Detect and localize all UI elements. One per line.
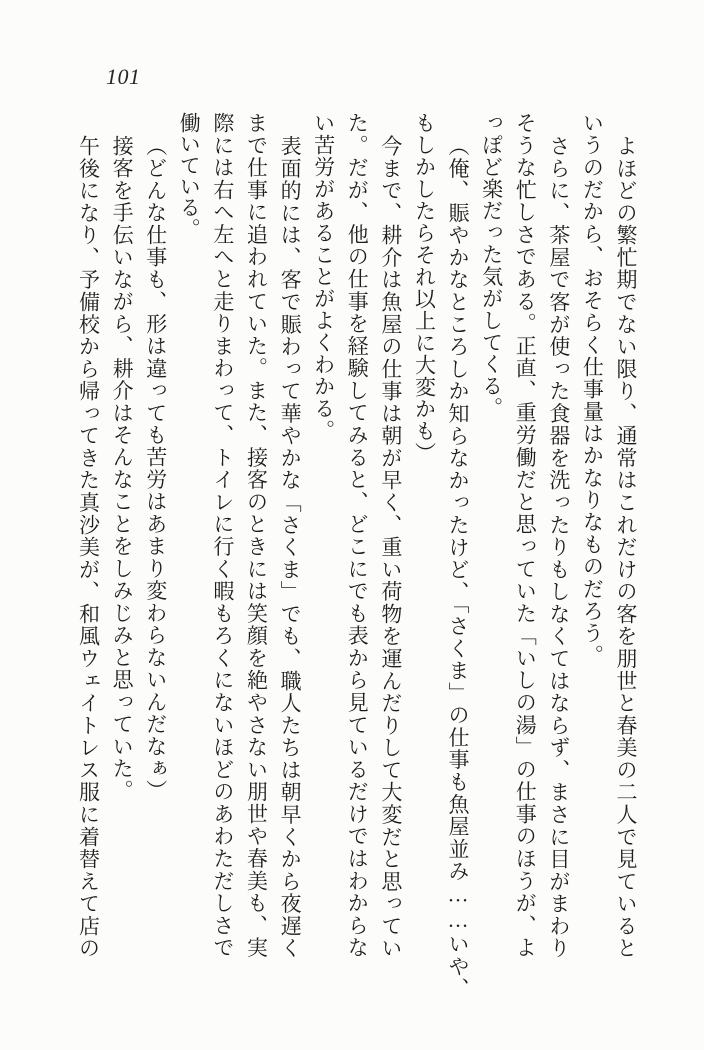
text-column: （俺、賑やかなところしか知らなかったけど、「さくま」の仕事も魚屋並み……いや、 — [446, 134, 471, 1000]
text-column: 接客を手伝いながら、耕介はそんなことをしみじみと思っていた。 — [110, 134, 135, 802]
text-column: まで仕事に追われていた。また、接客のときには笑顔を絶やさない朋世や春美も、実 — [244, 112, 269, 959]
text-column: 午後になり、予備校から帰ってきた真沙美が、和風ウェイトレス服に着替えて店の — [76, 134, 101, 959]
vertical-text-block — [68, 112, 642, 1000]
text-column: 表面的には、客で賑わって華やかな「さくま」でも、職人たちは朝早くから夜遅く — [278, 134, 303, 959]
text-column: 際には右へ左へと走りまわって、トイレに行く暇もろくにないほどのあわただしさで — [210, 112, 235, 959]
text-column: もしかしたらそれ以上に大変かも） — [412, 112, 437, 464]
text-column: そうな忙しさである。正直、重労働だと思っていた「いしの湯」の仕事のほうが、よ — [513, 112, 538, 959]
text-column: さらに、茶屋で客が使った食器を洗ったりもしなくてはならず、まさに目がまわり — [546, 134, 571, 959]
text-column: た。だが、他の仕事を経験してみると、どこにでも表から見ているだけではわからな — [345, 112, 370, 959]
text-column: っぽど楽だった気がしてくる。 — [479, 112, 504, 419]
text-column: 働いている。 — [177, 112, 202, 239]
text-column: （どんな仕事も、形は違っても苦労はあまり変わらないんだなぁ） — [143, 134, 168, 802]
page-number: 101 — [106, 64, 141, 89]
text-column: よほどの繁忙期でない限り、通常はこれだけの客を朋世と春美の二人で見ていると — [614, 134, 638, 959]
text-column: 今まで、耕介は魚屋の仕事は朝が早く、重い荷物を運んだりして大変だと思ってい — [378, 134, 403, 959]
text-column: いうのだから、おそらく仕事量はかなりなものだろう。 — [580, 112, 605, 667]
text-column: い苦労があることがよくわかる。 — [311, 112, 336, 442]
